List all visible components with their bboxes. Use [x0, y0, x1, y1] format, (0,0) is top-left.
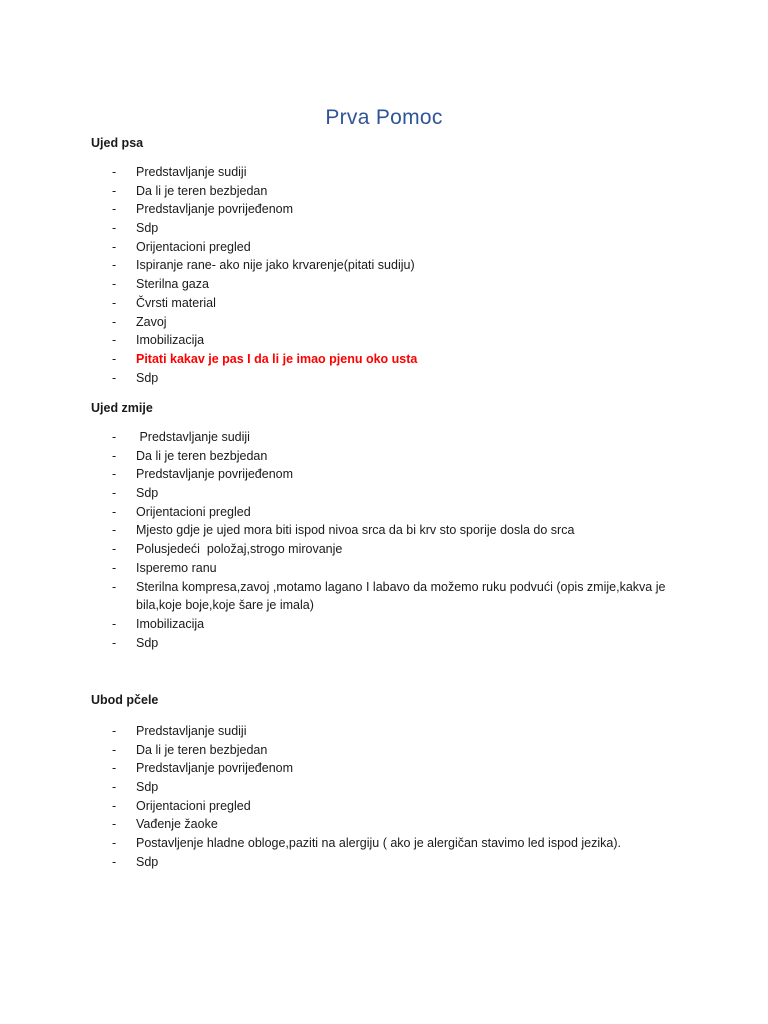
bullet: - [112, 430, 117, 444]
list-item [0, 294, 768, 313]
list-item-text: Sdp [136, 854, 159, 869]
list-item [0, 815, 768, 834]
list-item-text: Mjesto gdje je ujed mora biti ispod nivoa srca da bi krv sto sporije dosla do srca [136, 523, 575, 538]
list-item-text: Da li je teren bezbjedan [136, 448, 268, 463]
list-item [0, 778, 768, 797]
bullet: - [112, 165, 117, 179]
list-item-text: Vađenje žaoke [136, 817, 218, 832]
list-item [0, 447, 768, 466]
list-item [0, 615, 768, 634]
bullet: - [112, 202, 117, 217]
list-item-text: Predstavljanje povrijeđenom [136, 202, 294, 217]
list-item-text: Postavljenje hladne obloge,paziti na alergiju ( ako je alergičan stavimo led ispod jezika). [136, 836, 622, 851]
list-item [0, 275, 768, 294]
bullet: - [112, 742, 117, 757]
list-item [0, 521, 768, 540]
list-item [0, 313, 768, 332]
list-item [0, 834, 768, 853]
bullet: - [112, 295, 117, 310]
list-item-text: Orijentacioni pregled [136, 239, 251, 254]
list-item [0, 578, 768, 615]
bullet: - [112, 277, 117, 292]
list-item-text: Da li je teren bezbjedan [136, 742, 268, 757]
list-item-text: Sterilna kompresa,zavoj ,motamo lagano I labavo da možemo ruku podvući (opis zmije,kakva je bila,koje boje,koje šare je imala) [136, 579, 666, 613]
list-item [0, 182, 768, 201]
bullet: - [112, 780, 117, 795]
list-item [0, 256, 768, 275]
list-item-text: Da li je teren bezbjedan [136, 183, 268, 198]
bullet: - [112, 616, 117, 631]
list-item-text: Predstavljanje sudiji [136, 165, 247, 179]
list-item-highlighted [0, 350, 768, 369]
list-item-text: Sterilna gaza [136, 277, 209, 292]
list-item-text: Predstavljanje sudiji [136, 430, 250, 444]
list-item [0, 331, 768, 350]
list-item-text: Sdp [136, 635, 159, 650]
list-item-text: Sdp [136, 780, 159, 795]
bullet: - [112, 542, 117, 557]
list-item [0, 540, 768, 559]
list-item [0, 853, 768, 872]
list-item-text: Sdp [136, 486, 159, 501]
list-item-text: Pitati kakav je pas I da li je imao pjenu oko usta [136, 351, 418, 366]
list-item [0, 465, 768, 484]
bullet: - [112, 504, 117, 519]
bullet: - [112, 467, 117, 482]
list-item-text: Predstavljanje povrijeđenom [136, 467, 294, 482]
list-item [0, 759, 768, 778]
list-item-text: Ispiranje rane- ako nije jako krvarenje(pitati sudiju) [136, 258, 415, 273]
bullet: - [112, 221, 117, 236]
bullet: - [112, 724, 117, 738]
bullet: - [112, 635, 117, 650]
list-item [0, 163, 768, 182]
bullet: - [112, 314, 117, 329]
list-item [0, 219, 768, 238]
bullet: - [112, 239, 117, 254]
bullet: - [112, 258, 117, 273]
bullet: - [112, 333, 117, 348]
section-heading-ujed-psa: Ujed psa [91, 136, 144, 150]
bullet: - [112, 817, 117, 832]
list-item [0, 200, 768, 219]
list-item [0, 722, 768, 741]
bullet: - [112, 523, 117, 538]
list-item-text: Imobilizacija [136, 333, 205, 348]
bullet: - [112, 836, 117, 851]
section-heading-ujed-zmije: Ujed zmije [91, 401, 153, 415]
list-item [0, 797, 768, 816]
bullet: - [112, 761, 117, 776]
bullet: - [112, 486, 117, 501]
bullet: - [112, 798, 117, 813]
list-item [0, 634, 768, 653]
document-title: Prva Pomoc [325, 106, 443, 129]
list-item [0, 428, 768, 447]
list-item-text: Imobilizacija [136, 616, 205, 631]
bullet: - [112, 854, 117, 869]
list-item [0, 741, 768, 760]
bullet: - [112, 370, 117, 385]
bullet: - [112, 448, 117, 463]
list-ubod-pcele [0, 722, 768, 872]
section-heading-ubod-pcele: Ubod pčele [91, 693, 159, 707]
list-item-text: Polusjedeći položaj,strogo mirovanje [136, 542, 343, 557]
list-item [0, 503, 768, 522]
list-item-text: Orijentacioni pregled [136, 504, 251, 519]
list-ujed-zmije [0, 428, 768, 652]
list-item [0, 238, 768, 257]
bullet: - [112, 351, 117, 366]
list-item-text: Isperemo ranu [136, 560, 217, 575]
list-item-text: Sdp [136, 370, 159, 385]
list-item [0, 369, 768, 388]
list-item-text: Zavoj [136, 314, 167, 329]
list-item-text: Predstavljanje sudiji [136, 724, 247, 738]
bullet: - [112, 579, 117, 594]
list-item-text: Čvrsti material [136, 295, 216, 310]
bullet: - [112, 560, 117, 575]
bullet: - [112, 183, 117, 198]
list-item-text: Sdp [136, 221, 159, 236]
list-item [0, 559, 768, 578]
list-item-text: Predstavljanje povrijeđenom [136, 761, 294, 776]
list-item-text: Orijentacioni pregled [136, 798, 251, 813]
list-item [0, 484, 768, 503]
list-ujed-psa [0, 163, 768, 387]
